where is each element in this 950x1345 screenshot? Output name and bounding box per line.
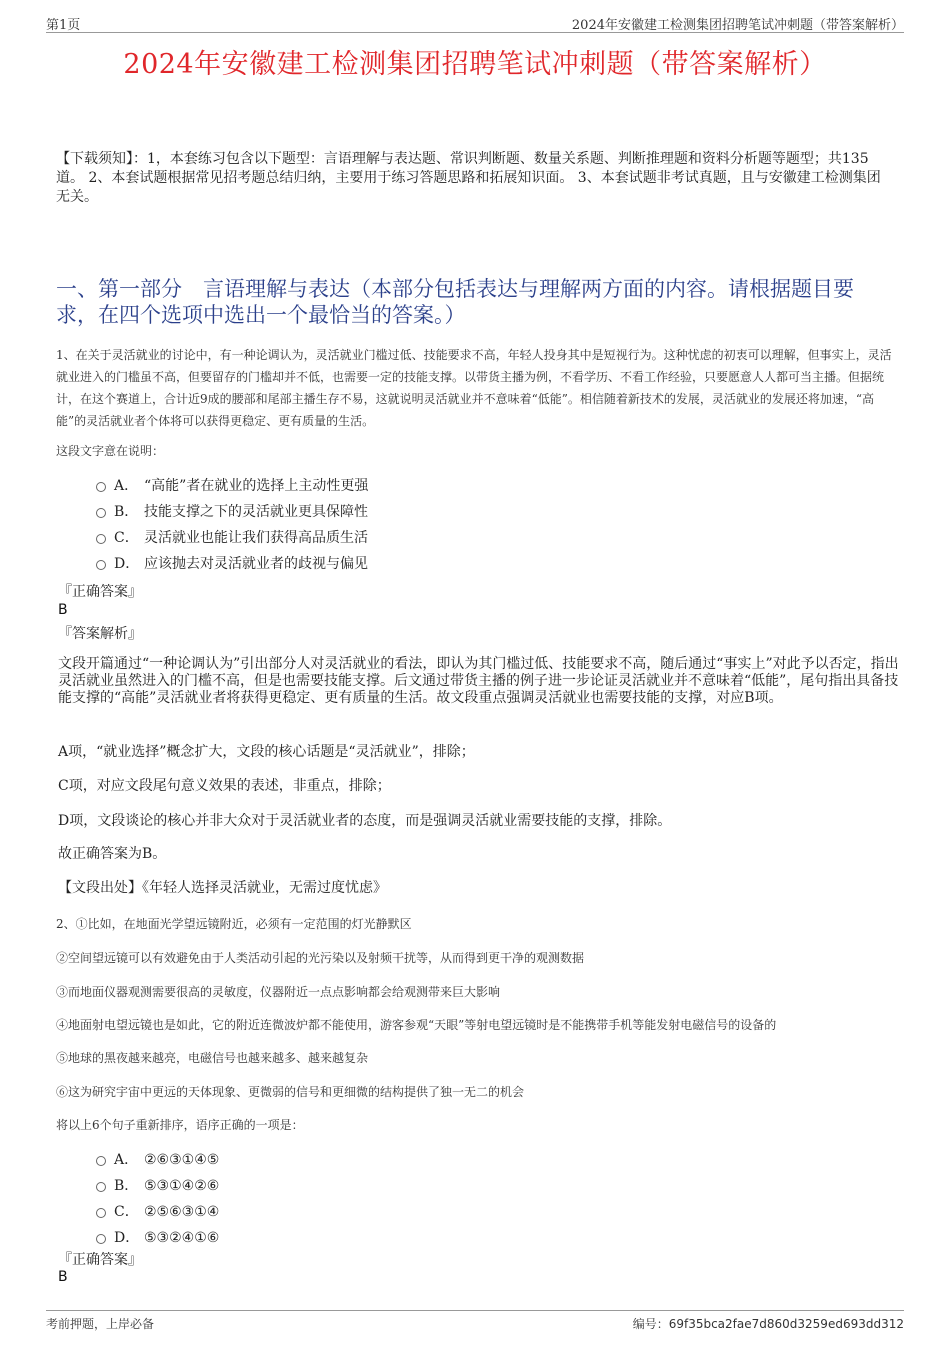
footer-code: 编号：69f35bca2fae7d860d3259ed693dd312 <box>632 1317 904 1331</box>
radio-icon[interactable] <box>96 1234 106 1244</box>
question-2-option-a[interactable]: A． ②⑥③①④⑤ <box>96 1147 219 1173</box>
question-2-sentence-3: ③而地面仪器观测需要很高的灵敏度，仪器附近一点点影响都会给观测带来巨大影响 <box>56 985 501 999</box>
radio-icon[interactable] <box>96 560 106 570</box>
question-1-answer: B <box>58 602 68 618</box>
radio-icon[interactable] <box>96 1156 106 1166</box>
question-1-option-b[interactable]: B． 技能支撑之下的灵活就业更具保障性 <box>96 499 368 525</box>
question-1-source: 【文段出处】《年轻人选择灵活就业，无需过度忧虑》 <box>58 880 387 896</box>
question-1-prompt: 这段文字意在说明： <box>56 444 165 458</box>
question-2-answer: B <box>58 1269 68 1285</box>
download-notice: 【下载须知】：1，本套练习包含以下题型：言语理解与表达题、常识判断题、数量关系题、判断推理题和资料分析题等题型；共135道。 2、本套试题根据常见招考题总结归纳，主要用于练习答题思路和拓展知识面。 3、本套试题非考试真题，且与安徽建工检测集团无关。 <box>56 151 881 205</box>
page-footer <box>46 1310 904 1335</box>
question-2-options <box>96 1147 219 1251</box>
question-1-analysis-main: 文段开篇通过“一种论调认为”引出部分人对灵活就业的看法，即认为其门槛过低、技能要求不高，随后通过“事实上”对此予以否定，指出灵活就业虽然进入的门槛不高，但是也需要技能支撑。后文通过带货主播的例子进一步论证灵活就业并不意味着“低能”，尾句指出具备技能支撑的“高能”灵活就业者将获得更稳定、更有质量的生活。故文段重点强调灵活就业也需要技能的支撑，对应B项。 <box>58 656 899 706</box>
section-title: 一、第一部分 言语理解与表达（本部分包括表达与理解两方面的内容。请根据题目要求，在四个选项中选出一个最恰当的答案。） <box>56 277 854 327</box>
document-title: 2024年安徽建工检测集团招聘笔试冲刺题（带答案解析） <box>123 49 827 80</box>
question-1-option-d[interactable]: D． 应该抛去对灵活就业者的歧视与偏见 <box>96 551 368 577</box>
question-1-analysis-conclusion: 故正确答案为B。 <box>58 846 167 862</box>
question-1-answer-label: 『正确答案』 <box>58 584 142 600</box>
question-2-sentence-1: 2、①比如，在地面光学望远镜附近，必须有一定范围的灯光静默区 <box>56 917 412 931</box>
page-number: 第1页 <box>46 18 81 33</box>
question-2-sentence-4: ④地面射电望远镜也是如此，它的附近连微波炉都不能使用，游客参观“天眼”等射电望远镜时是不能携带手机等能发射电磁信号的设备的 <box>56 1018 777 1032</box>
question-2-option-b[interactable]: B． ⑤③①④②⑥ <box>96 1173 219 1199</box>
question-1-analysis-c: C项，对应文段尾句意义效果的表述，非重点，排除； <box>58 778 391 794</box>
question-2-answer-label: 『正确答案』 <box>58 1252 142 1268</box>
radio-icon[interactable] <box>96 1182 106 1192</box>
radio-icon[interactable] <box>96 508 106 518</box>
question-2-sentence-6: ⑥这为研究宇宙中更远的天体现象、更微弱的信号和更细微的结构提供了独一无二的机会 <box>56 1085 525 1099</box>
question-2-option-c[interactable]: C． ②⑤⑥③①④ <box>96 1199 219 1225</box>
page-header <box>46 12 904 33</box>
question-2-sentence-5: ⑤地球的黑夜越来越亮，电磁信号也越来越多、越来越复杂 <box>56 1051 369 1065</box>
question-1-analysis-a: A项，“就业选择”概念扩大，文段的核心话题是“灵活就业”，排除； <box>58 744 475 760</box>
radio-icon[interactable] <box>96 1208 106 1218</box>
question-2-prompt: 将以上6个句子重新排序，语序正确的一项是： <box>56 1118 304 1132</box>
radio-icon[interactable] <box>96 534 106 544</box>
question-1-option-c[interactable]: C． 灵活就业也能让我们获得高品质生活 <box>96 525 368 551</box>
question-2-option-d[interactable]: D． ⑤③②④①⑥ <box>96 1225 219 1251</box>
footer-slogan: 考前押题，上岸必备 <box>46 1317 155 1331</box>
question-1-analysis-label: 『答案解析』 <box>58 626 142 642</box>
question-1-option-a[interactable]: A． “高能”者在就业的选择上主动性更强 <box>96 473 368 499</box>
radio-icon[interactable] <box>96 482 106 492</box>
header-doc-title: 2024年安徽建工检测集团招聘笔试冲刺题（带答案解析） <box>571 18 904 33</box>
question-1-text: 1、在关于灵活就业的讨论中，有一种论调认为，灵活就业门槛过低、技能要求不高，年轻人投身其中是短视行为。这种忧虑的初衷可以理解，但事实上，灵活就业进入的门槛虽不高，但要留存的门槛却并不低，也需要一定的技能支撑。以带货主播为例，不看学历、不看工作经验，只要愿意人人都可当主播。但据统计，在这个赛道上，合计近9成的腰部和尾部主播生存不易，这就说明灵活就业并不意味着“低能”。相信随着新技术的发展，灵活就业的发展还将加速，“高能”的灵活就业者个体将可以获得更稳定、更有质量的生活。 <box>56 348 892 428</box>
question-1-analysis-d: D项，文段谈论的核心并非大众对于灵活就业者的态度，而是强调灵活就业需要技能的支撑，排除。 <box>58 813 672 829</box>
question-1-options <box>96 473 368 577</box>
question-2-sentence-2: ②空间望远镜可以有效避免由于人类活动引起的光污染以及射频干扰等，从而得到更干净的观测数据 <box>56 951 585 965</box>
